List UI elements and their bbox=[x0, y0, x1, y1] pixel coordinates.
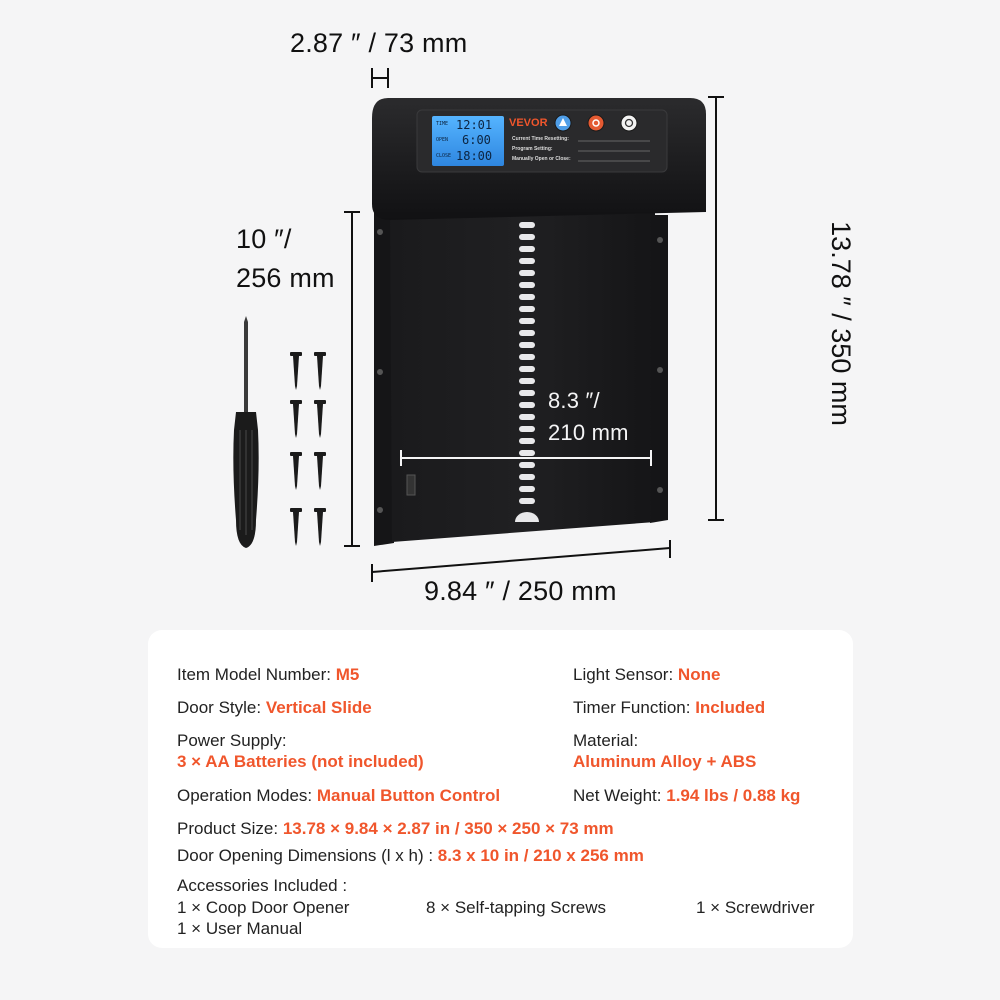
depth-dimension-marker bbox=[372, 68, 388, 88]
spec-opening-label: Door Opening Dimensions (l x h) : bbox=[177, 846, 434, 865]
lcd-row1-label: TIME bbox=[436, 121, 449, 127]
spec-light-value: None bbox=[677, 665, 721, 684]
spec-opening bbox=[177, 845, 644, 867]
spec-light bbox=[573, 664, 720, 686]
spec-material-value: Aluminum Alloy + ABS bbox=[573, 752, 757, 771]
spec-door-style-value: Vertical Slide bbox=[265, 698, 372, 717]
accessory-screws: 8 × Self-tapping Screws bbox=[426, 898, 607, 917]
door-height-dimension-line bbox=[344, 212, 360, 546]
accessories-heading: Accessories Included : bbox=[177, 876, 348, 895]
lcd-row2-value: 6:00 bbox=[462, 133, 491, 147]
height-dimension-label: 13.78 ″ / 350 mm bbox=[825, 221, 856, 426]
screwdriver-icon bbox=[233, 316, 258, 548]
depth-dimension-label: 2.87 ″ / 73 mm bbox=[290, 28, 468, 58]
spec-door-style-label: Door Style: bbox=[177, 698, 262, 717]
instruction-3: Manually Open or Close: bbox=[512, 156, 571, 162]
spec-opening-value: 8.3 x 10 in / 210 x 256 mm bbox=[437, 846, 644, 865]
spec-door-style bbox=[177, 697, 372, 719]
spec-size bbox=[177, 818, 614, 840]
spec-timer-label: Timer Function: bbox=[573, 698, 691, 717]
spec-timer bbox=[573, 697, 765, 719]
instruction-2: Program Setting: bbox=[512, 146, 553, 152]
spec-model bbox=[177, 664, 359, 686]
instruction-1: Current Time Resetting: bbox=[512, 136, 569, 142]
accessory-user-manual: 1 × User Manual bbox=[177, 919, 303, 938]
spec-light-label: Light Sensor: bbox=[573, 665, 674, 684]
spec-operation bbox=[177, 785, 500, 807]
lcd-row1-value: 12:01 bbox=[456, 118, 493, 132]
door-height-label-line1: 10 ″/ bbox=[236, 224, 292, 254]
spec-timer-value: Included bbox=[695, 698, 766, 717]
spec-model-label: Item Model Number: bbox=[177, 665, 331, 684]
lcd-readout bbox=[434, 118, 504, 166]
lcd-row2-label: OPEN bbox=[436, 137, 449, 143]
spec-model-value: M5 bbox=[335, 665, 360, 684]
accessory-screwdriver: 1 × Screwdriver bbox=[696, 898, 815, 917]
door-height-label-line2: 256 mm bbox=[236, 263, 335, 293]
width-dimension-label: 9.84 ″ / 250 mm bbox=[424, 576, 617, 606]
accessory-coop-door-opener: 1 × Coop Door Opener bbox=[177, 898, 350, 917]
spec-size-label: Product Size: bbox=[177, 819, 279, 838]
spec-weight-label: Net Weight: bbox=[573, 786, 662, 805]
spec-weight bbox=[573, 785, 800, 807]
spec-operation-label: Operation Modes: bbox=[177, 786, 313, 805]
brand-logo: VEVOR bbox=[509, 117, 548, 129]
spec-power-value: 3 × AA Batteries (not included) bbox=[177, 752, 424, 771]
spec-size-value: 13.78 × 9.84 × 2.87 in / 350 × 250 × 73 mm bbox=[282, 819, 614, 838]
coop-door-body bbox=[374, 200, 668, 546]
settings-button-icon bbox=[621, 115, 637, 131]
spec-operation-value: Manual Button Control bbox=[316, 786, 501, 805]
spec-weight-value: 1.94 lbs / 0.88 kg bbox=[666, 786, 801, 805]
door-width-label-line1: 8.3 ″/ bbox=[548, 388, 600, 413]
device-instructions bbox=[512, 134, 571, 164]
screws-icon bbox=[290, 352, 326, 546]
spec-power-label: Power Supply: bbox=[177, 731, 287, 750]
height-dimension-line bbox=[708, 97, 724, 520]
lcd-row3-value: 18:00 bbox=[456, 149, 493, 163]
door-width-label-line2: 210 mm bbox=[548, 420, 629, 445]
power-button-icon bbox=[588, 115, 604, 131]
spec-material-label: Material: bbox=[573, 731, 639, 750]
lcd-row3-label: CLOSE bbox=[436, 153, 452, 159]
